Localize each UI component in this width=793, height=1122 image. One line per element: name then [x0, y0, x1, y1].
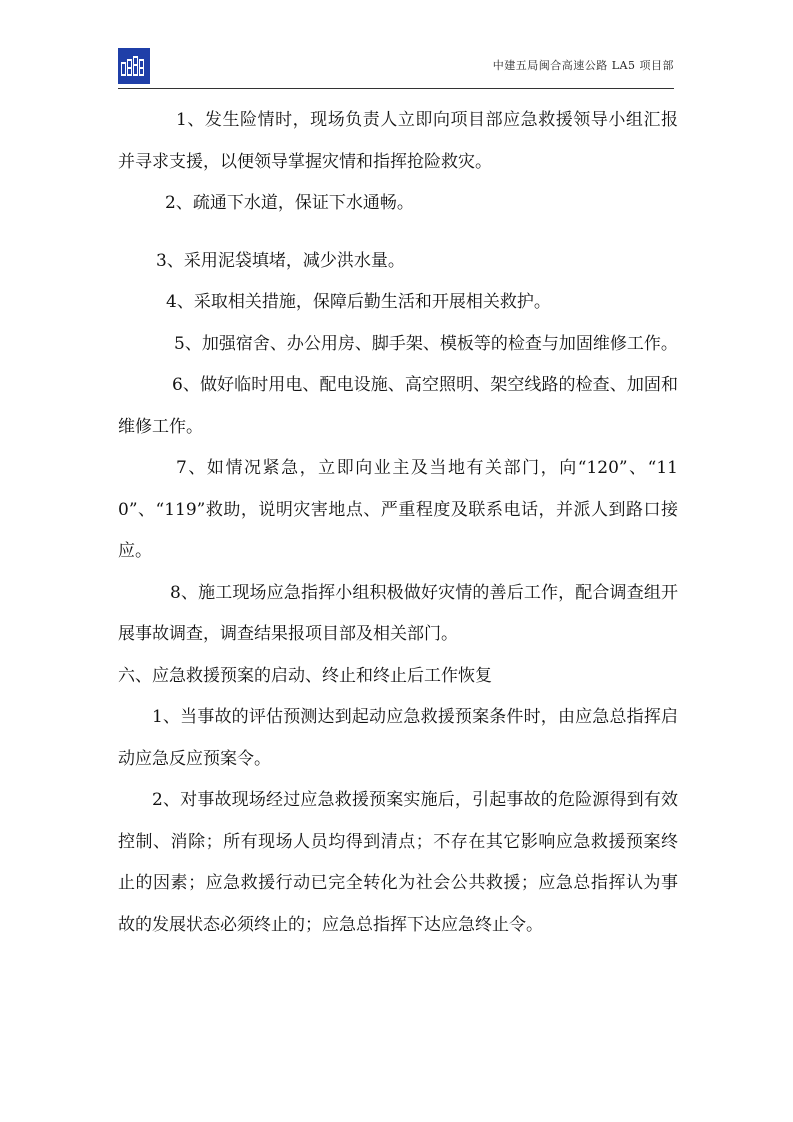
paragraph-1: 1、发生险情时，现场负责人立即向项目部应急救援领导小组汇报并寻求支援，以便领导掌握灾情和指挥抢险救灾。 [118, 110, 678, 172]
paragraph-10: 2、对事故现场经过应急救援预案实施后，引起事故的危险源得到有效控制、消除；所有现场人员均得到清点；不存在其它影响应急救援预案终止的因素；应急救援行动已完全转化为社会公共救援；应急总指挥认为事故的发展状态必须终止的；应急总指挥下达应急终止令。 [118, 790, 678, 935]
paragraph-6: 6、做好临时用电、配电设施、高空照明、架空线路的检查、加固和维修工作。 [118, 375, 678, 437]
paragraph-8: 8、施工现场应急指挥小组积极做好灾情的善后工作，配合调查组开展事故调查，调查结果报项目部及相关部门。 [118, 582, 678, 644]
paragraph-3: 3、采用泥袋填堵，减少洪水量。 [156, 250, 405, 271]
paragraph-7: 7、如情况紧急，立即向业主及当地有关部门，向“120”、“110”、“119”救助，说明灾害地点、严重程度及联系电话，并派人到路口接应。 [118, 458, 678, 561]
paragraph-4: 4、采取相关措施，保障后勤生活和开展相关救护。 [166, 292, 551, 312]
paragraph-5: 5、加强宿舍、办公用房、脚手架、模板等的检查与加固维修工作。 [174, 333, 678, 354]
company-logo-icon [118, 48, 150, 84]
paragraph-2: 2、疏通下水道，保证下水通畅。 [165, 193, 414, 213]
header-title: 中建五局闽合高速公路 LA5 项目部 [492, 59, 674, 72]
section-heading: 六、应急救援预案的启动、终止和终止后工作恢复 [118, 665, 492, 686]
paragraph-9: 1、当事故的评估预测达到起动应急救援预案条件时，由应急总指挥启动应急反应预案令。 [118, 707, 678, 769]
document-body [118, 100, 678, 946]
page-header [118, 48, 674, 89]
